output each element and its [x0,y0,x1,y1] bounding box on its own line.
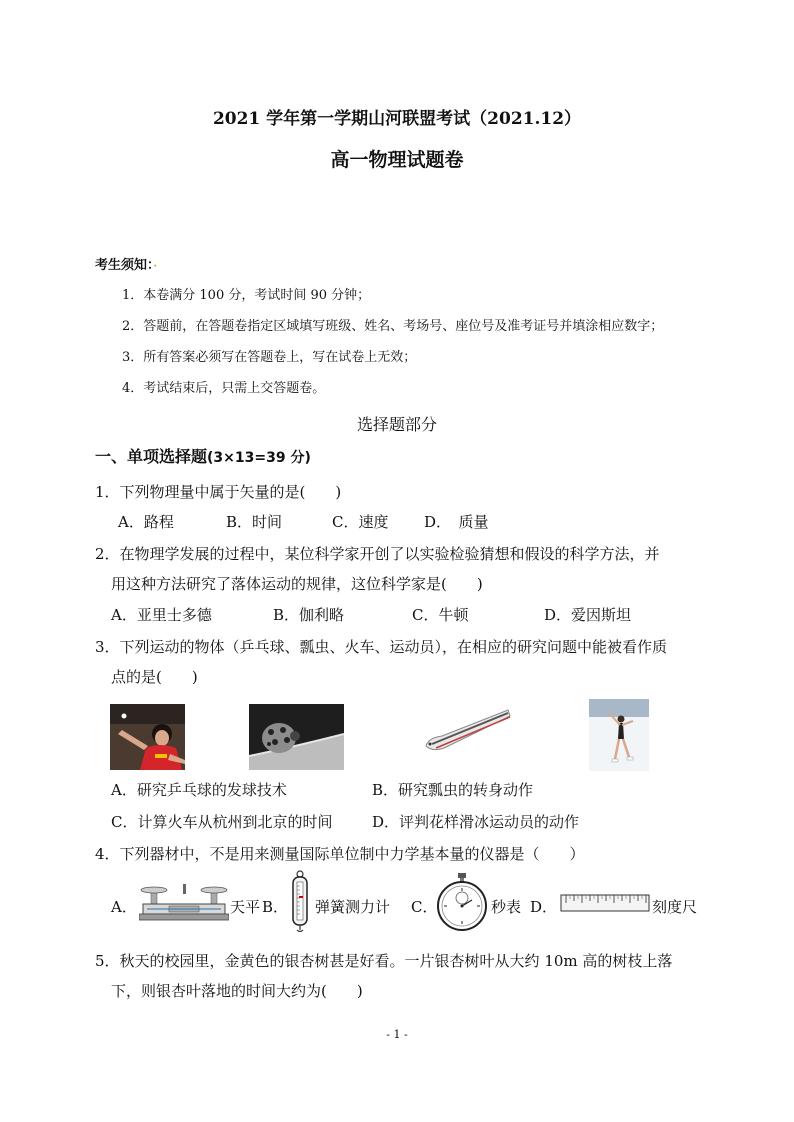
train-image [422,704,512,754]
q1-option-b: B．时间 [226,513,283,531]
page-number: - 1 - [386,1028,408,1041]
q2-stem-line2: 用这种方法研究了落体运动的规律，这位科学家是( ) [111,575,483,593]
bullet-dot-icon: · [153,261,157,272]
figure-skater-image [589,699,649,771]
ladybug-image [249,704,344,770]
exam-subtitle: 高一物理试题卷 [330,149,464,171]
q3-stem-line1: 3．下列运动的物体（乒乓球、瓢虫、火车、运动员），在相应的研究问题中能被看作质 [95,638,668,656]
q4-label-c: C． [411,898,438,916]
balance-scale-icon [139,882,229,924]
q4-label-b: B． [262,898,289,916]
q4-label-a: A． [111,898,137,916]
train-icon [422,704,512,754]
notice-heading-text: 考生须知： [95,258,154,273]
q3-option-d: D．评判花样滑冰运动员的动作 [372,813,580,831]
notice-item-4: 4．考试结束后，只需上交答题卷。 [122,381,326,396]
section-title: 一、单项选择题 [95,447,208,466]
q1-option-d: D． 质量 [424,513,489,531]
table-tennis-player-icon [110,704,185,770]
q5-stem-line2: 下，则银杏叶落地的时间大约为( ) [111,982,363,1000]
q3-stem-line2: 点的是( ) [111,668,198,686]
section-heading [95,444,311,467]
balance-scale-image [139,882,229,924]
section-score: (3×13=39 分) [207,450,311,466]
q1-option-c: C．速度 [332,513,389,531]
q2-stem-line1: 2．在物理学发展的过程中，某位科学家开创了以实验检验猜想和假设的科学方法，并 [95,545,660,563]
q2-option-a: A．亚里士多德 [111,606,212,624]
exam-title: 2021 学年第一学期山河联盟考试（2021.12） [212,109,582,129]
q4-text-d: 刻度尺 [652,898,698,916]
q2-option-c: C．牛顿 [412,606,469,624]
q4-text-c: 秒表 [491,898,522,916]
table-tennis-player-image [110,704,185,770]
spring-scale-image [290,870,310,932]
ruler-icon [560,893,650,913]
notice-item-2: 2．答题前，在答题卷指定区域填写班级、姓名、考场号、座位号及准考证号并填涂相应数字； [122,319,664,334]
spring-scale-icon [290,870,310,932]
q3-option-a: A．研究乒乓球的发球技术 [111,781,287,799]
q3-option-c: C．计算火车从杭州到北京的时间 [111,813,333,831]
part-title: 选择题部分 [356,415,437,434]
notice-item-1: 1．本卷满分 100 分，考试时间 90 分钟； [122,288,371,303]
q1-option-a: A．路程 [118,513,174,531]
q3-option-b: B．研究瓢虫的转身动作 [372,781,534,799]
q4-label-d: D． [530,898,558,916]
q2-option-b: B．伽利略 [273,606,345,624]
ladybug-icon [249,704,344,770]
q4-text-b: 弹簧测力计 [315,898,391,916]
q4-text-a: 天平 [230,898,261,916]
notice-item-3: 3．所有答案必须写在答题卷上，写在试卷上无效； [122,350,417,365]
notice-heading [95,254,157,273]
ruler-image [560,893,650,913]
q5-stem-line1: 5．秋天的校园里，金黄色的银杏树甚是好看。一片银杏树叶从大约 10m 高的树枝上落 [95,952,673,970]
q1-stem: 1．下列物理量中属于矢量的是( ) [95,483,342,501]
stopwatch-icon [436,872,488,932]
figure-skater-icon [589,699,649,771]
q4-stem: 4．下列器材中，不是用来测量国际单位制中力学基本量的仪器是（ ） [95,845,585,863]
stopwatch-image [436,872,488,932]
q2-option-d: D．爱因斯坦 [544,606,632,624]
